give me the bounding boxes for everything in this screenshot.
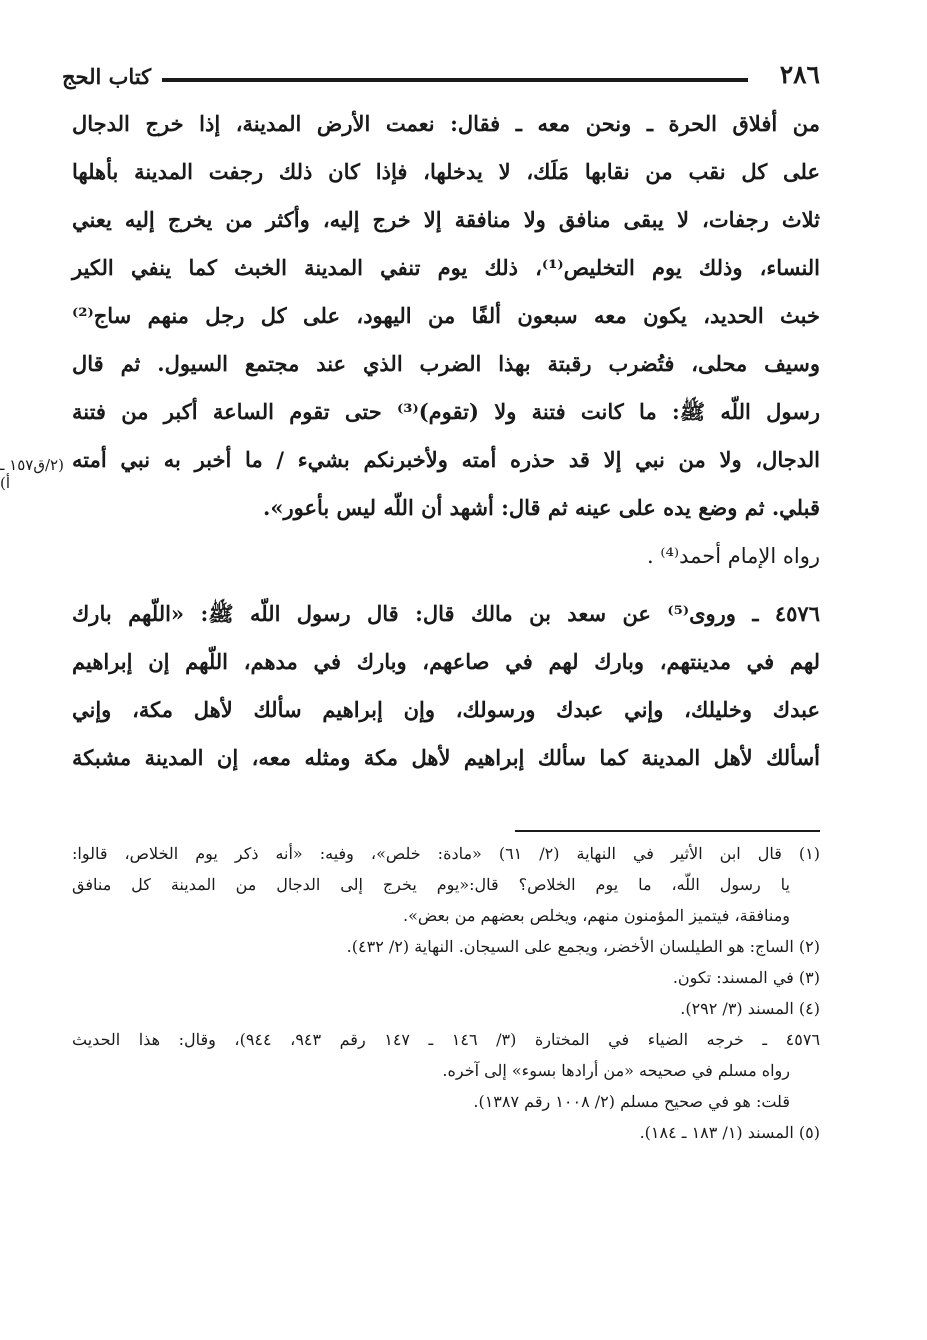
footnote-line: قلت: هو في صحيح مسلم (٢/ ١٠٠٨ رقم ١٣٨٧).	[473, 1092, 790, 1111]
header-rule	[162, 78, 748, 82]
text-line: رسول اللّه ﷺ: ما كانت فتنة ولا (تقوم)⁽³⁾ حتى تقوم الساعة أكبر من فتنة	[72, 399, 820, 424]
text-line: ثلاث رجفات، لا يبقى منافق ولا منافقة إلا خرج إليه، وأكثر من يخرج إليه يعني	[72, 207, 820, 232]
footnote-line: (٥) المسند (١/ ١٨٣ ـ ١٨٤).	[639, 1123, 820, 1142]
text-line: أسألك لأهل المدينة كما سألك إبراهيم لأهل مكة ومثله معه، إن المدينة مشبكة	[72, 745, 820, 770]
footnote-separator	[515, 830, 820, 832]
text-line: النساء، وذلك يوم التخليص⁽¹⁾، ذلك يوم تنفي المدينة الخبث كما ينفي الكير	[72, 255, 821, 280]
text-line: الدجال، ولا من نبي إلا قد حذره أمته ولأخبرنكم بشيء / ما أخبر به نبي أمته	[72, 447, 820, 472]
footnote-line: رواه مسلم في صحيحه «من أرادها بسوء» إلى آخره.	[442, 1061, 790, 1080]
page-number: ٢٨٦	[779, 60, 820, 89]
manuscript-margin-reference: (٢/ق١٥٧ ـ أ)	[0, 456, 64, 492]
book-title: كتاب الحج	[62, 64, 152, 89]
text-line: وسيف محلى، فتُضرب رقبتة بهذا الضرب الذي عند مجتمع السيول. ثم قال	[72, 351, 820, 376]
footnote-line: ٤٥٧٦ ـ خرجه الضياء في المختارة (٣/ ١٤٦ ـ ١٤٧ رقم ٩٤٣، ٩٤٤)، وقال: هذا الحديث	[72, 1030, 821, 1049]
text-line: خبث الحديد، يكون معه سبعون ألفًا من اليهود، على كل رجل منهم ساج⁽²⁾	[72, 303, 820, 328]
footnote-line: (٣) في المسند: تكون.	[672, 968, 820, 987]
footnote-line: (١) قال ابن الأثير في النهاية (٢/ ٦١) «مادة: خلص»، وفيه: «أنه ذكر يوم الخلاص، قالوا:	[72, 844, 820, 863]
main-text	[72, 112, 820, 794]
footnotes	[72, 844, 820, 1154]
text-line: من أفلاق الحرة ـ ونحن معه ـ فقال: نعمت الأرض المدينة، إذا خرج الدجال	[72, 111, 820, 136]
text-line: على كل نقب من نقابها مَلَك، لا يدخلها، فإذا كان ذلك رجفت المدينة بأهلها	[72, 159, 820, 184]
attribution-line: رواه الإمام أحمد⁽⁴⁾ .	[646, 544, 820, 568]
text-line: قبلي. ثم وضع يده على عينه ثم قال: أشهد أن اللّه ليس بأعور».	[263, 495, 820, 520]
footnote-line: (٢) الساج: هو الطيلسان الأخضر، ويجمع على السيجان. النهاية (٢/ ٤٣٢).	[346, 937, 820, 956]
page-header	[62, 58, 820, 98]
text-line: لهم في مدينتهم، وبارك لهم في صاعهم، وبارك في مدهم، اللّهم إن إبراهيم	[72, 649, 820, 674]
hadith-start-line: ٤٥٧٦ ـ وروى⁽⁵⁾ عن سعد بن مالك قال: قال رسول اللّه ﷺ: «اللّهم بارك	[72, 601, 820, 626]
footnote-line: (٤) المسند (٣/ ٢٩٢).	[680, 999, 820, 1018]
text-line: عبدك وخليلك، وإني عبدك ورسولك، وإن إبراهيم سألك لأهل مكة، وإني	[72, 697, 820, 722]
footnote-line: ومنافقة، فيتميز المؤمنون منهم، ويخلص بعضهم من بعض».	[402, 906, 790, 925]
footnote-line: يا رسول اللّه، ما يوم الخلاص؟ قال:«يوم يخرج إلى الدجال من المدينة كل منافق	[72, 875, 790, 894]
